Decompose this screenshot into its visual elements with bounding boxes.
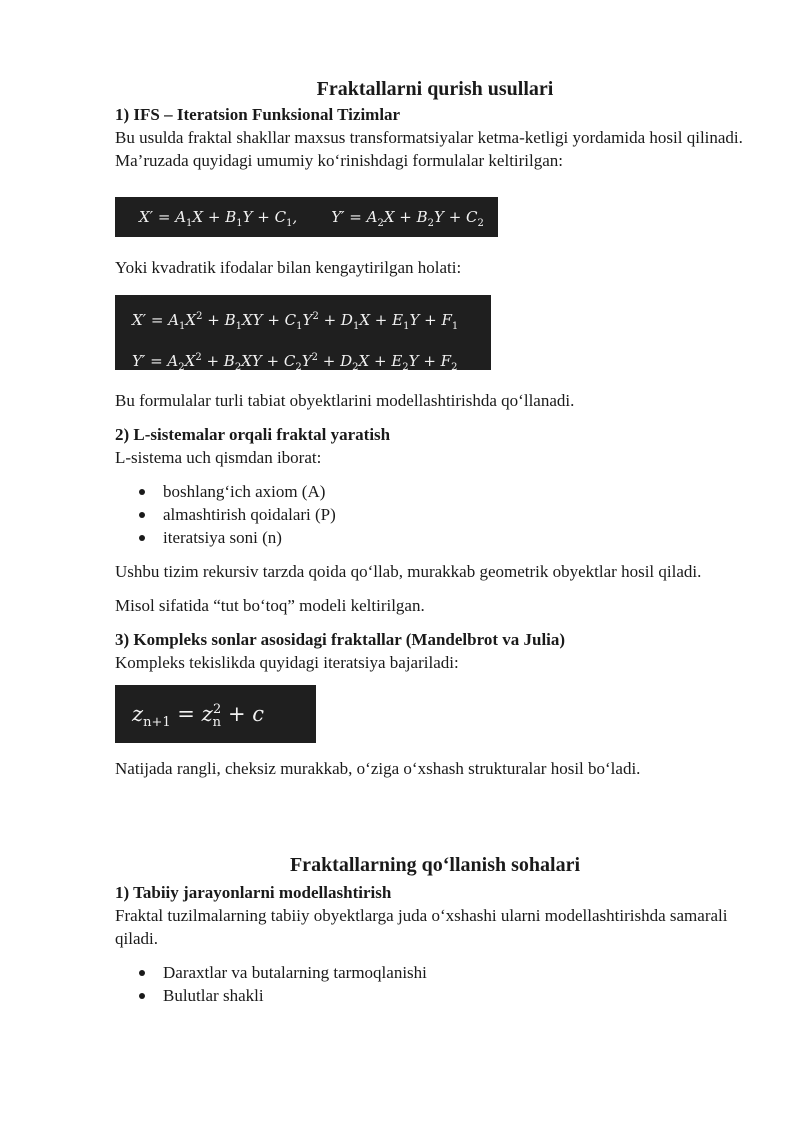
- paragraph-lsystem-intro: L-sistema uch qismdan iborat:: [115, 448, 322, 467]
- list-item: iteratsiya soni (n): [115, 526, 755, 549]
- list-item: Daraxtlar va butalarning tarmoqlanishi: [115, 961, 755, 984]
- paragraph-lsystem-example: Misol sifatida “tut bo‘toq” modeli keltirilgan.: [115, 596, 425, 615]
- bullet-icon: [139, 489, 145, 495]
- heading-lsystem: 2) L-sistemalar orqali fraktal yaratish: [115, 425, 391, 444]
- heading-natural: 1) Tabiiy jarayonlarni modellashtirish: [115, 883, 392, 902]
- list-item: Bulutlar shakli: [115, 984, 755, 1007]
- heading-ifs: 1) IFS – Iteratsion Funksional Tizimlar: [115, 105, 401, 124]
- bullet-icon: [139, 993, 145, 999]
- list-natural-examples: [115, 961, 755, 1007]
- paragraph-quadratic-intro: Yoki kvadratik ifodalar bilan kengaytirilgan holati:: [115, 258, 462, 277]
- paragraph-ifs-conclusion: Bu formulalar turli tabiat obyektlarini modellashtirishda qo‘llanadi.: [115, 391, 575, 410]
- paragraph-complex-conclusion: Natijada rangli, cheksiz murakkab, o‘ziga o‘xshash strukturalar hosil bo‘ladi.: [115, 759, 641, 778]
- paragraph-natural: Fraktal tuzilmalarning tabiiy obyektlarga juda o‘xshashi ularni modellashtirishda samarali qiladi.: [115, 906, 728, 948]
- bullet-icon: [139, 970, 145, 976]
- bullet-icon: [139, 512, 145, 518]
- section-title-construction: Fraktallarni qurish usullari: [316, 78, 554, 100]
- formula-complex-iteration: $z_{n+1} = z_n^2 + c$: [115, 685, 316, 743]
- section-title-applications: Fraktallarning qo‘llanish sohalari: [289, 854, 581, 876]
- list-item: boshlang‘ich axiom (A): [115, 480, 755, 503]
- paragraph-complex-intro: Kompleks tekislikda quyidagi iteratsiya bajariladi:: [115, 653, 459, 672]
- paragraph-ifs: Bu usulda fraktal shakllar maxsus transformatsiyalar ketma-ketligi yordamida hosil qilinadi. Ma’ruzada quyidagi umumiy ko‘rinishdagi formulalar keltirilgan:: [115, 128, 743, 170]
- heading-complex: 3) Kompleks sonlar asosidagi fraktallar (Mandelbrot va Julia): [115, 630, 566, 649]
- list-item: almashtirish qoidalari (P): [115, 503, 755, 526]
- document-page: [115, 76, 755, 1007]
- list-lsystem-parts: [115, 480, 755, 549]
- formula-ifs-linear: $X' = A_1X + B_1Y + C_1$, $Y' = A_2X + B_2Y + C_2$: [115, 197, 498, 237]
- paragraph-lsystem: Ushbu tizim rekursiv tarzda qoida qo‘llab, murakkab geometrik obyektlar hosil qiladi.: [115, 562, 702, 581]
- bullet-icon: [139, 535, 145, 541]
- formula-ifs-quadratic: $X' = A_1X^2 + B_1XY + C_1Y^2 + D_1X + E_1Y + F_1$ $Y' = A_2X^2 + B_2XY + C_2Y^2 + D_2X + E_2Y + F_2$: [115, 295, 491, 370]
